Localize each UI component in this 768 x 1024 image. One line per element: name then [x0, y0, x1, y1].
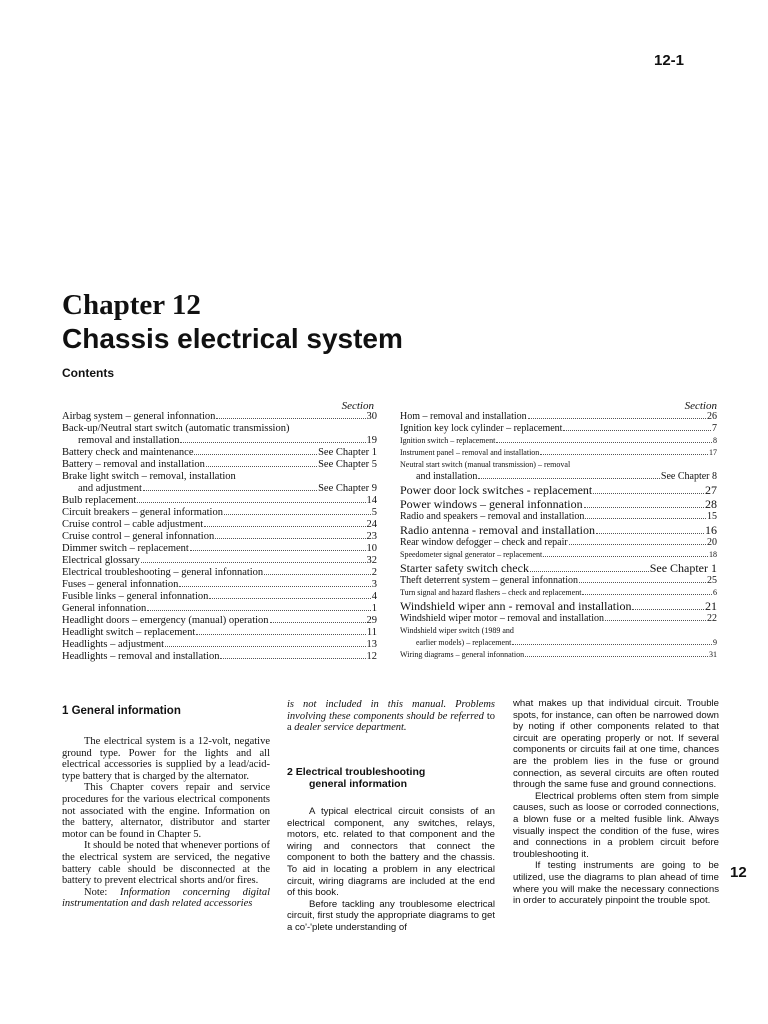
contents-entry-section: 17	[709, 448, 717, 457]
contents-entry	[62, 519, 377, 531]
dot-leader	[569, 544, 706, 545]
dot-leader	[596, 533, 704, 534]
contents-entry-label: Windshield wiper motor – removal and installation	[400, 613, 604, 624]
section-1-note	[62, 887, 270, 910]
contents-entry	[400, 447, 717, 459]
contents-entry-label: Cruise control – general infonnation	[62, 531, 215, 542]
contents-entry-label: Circuit breakers – general information	[62, 507, 223, 518]
contents-entry	[62, 435, 377, 447]
section-2-heading	[287, 766, 425, 790]
contents-entry-label: Rear window defogger – check and repair	[400, 537, 568, 548]
dot-leader	[137, 502, 365, 503]
contents-entry-section: 18	[709, 550, 717, 559]
section-2-body	[287, 806, 495, 934]
page-number: 12-1	[654, 52, 685, 69]
contents-entry-label: Dimmer switch – replacement	[62, 543, 189, 554]
contents-entry-label: Headlight switch – replacement	[62, 627, 196, 638]
note-label: Note:	[84, 886, 108, 898]
contents-entry-label: Cruise control – cable adjustment	[62, 519, 204, 530]
contents-entry	[400, 471, 717, 483]
contents-entry	[62, 531, 377, 543]
contents-entry	[400, 435, 717, 447]
contents-entry-section: 20	[707, 537, 717, 548]
contents-entry	[400, 625, 717, 637]
contents-entry	[62, 471, 377, 483]
section-2-paragraph-2: Before tackling any troublesome electrical circuit, first study the appropriate diagrams to get a co'-'plete understanding of	[287, 898, 495, 933]
chapter-number: Chapter 12	[62, 289, 201, 321]
dot-leader	[525, 656, 708, 657]
contents-entry	[400, 599, 717, 613]
contents-entry-section: 25	[707, 575, 717, 586]
contents-entry-label: Electrical troubleshooting – general infonnation	[62, 567, 264, 578]
section-2-paragraph-4: Electrical problems often stem from simple causes, such as loose or corroded connections, a blown fuse or a melted fusible link. Always visually inspect the condition of the fuse, wires and connections in a problem circuit before troubleshooting it.	[513, 790, 719, 860]
contents-entry-section: 21	[705, 599, 717, 613]
contents-entry-label: Brake light switch – removal, installation	[62, 471, 236, 482]
contents-entry-section: 22	[707, 613, 717, 624]
contents-entry-section: 32	[366, 555, 377, 566]
section-1-paragraph-1: The electrical system is a 12-volt, negative ground type. Power for the lights and all electrical accessories is supplied by a lead/acid-type battery that is charged by the alternator.	[62, 736, 270, 782]
dot-leader	[143, 490, 317, 491]
contents-entry-section: 5	[371, 507, 377, 518]
dot-leader	[215, 538, 365, 539]
note-text-cont: is not included in this manual. Problems involving these components should be referred	[287, 699, 495, 722]
contents-entry-label: Electrical glossary	[62, 555, 140, 566]
contents-entry	[400, 411, 717, 423]
contents-entry	[62, 555, 377, 567]
contents-entry-section: 8	[713, 436, 717, 445]
contents-entry-label: Bulb replacement	[62, 495, 137, 506]
contents-entry-section: 24	[366, 519, 377, 530]
note-end: dealer service department.	[294, 722, 407, 734]
contents-entry	[62, 459, 377, 471]
contents-entry	[62, 615, 377, 627]
section-1-paragraph-2: This Chapter covers repair and service procedures for the various electrical components not associated with the engine. Information on the battery, alternator, distributor and starter motor can be found in Chapter 5.	[62, 782, 270, 840]
section-label-right: Section	[684, 400, 717, 412]
contents-entry	[400, 523, 717, 537]
contents-entry-section: 3	[371, 579, 377, 590]
dot-leader	[579, 582, 706, 583]
contents-entry	[62, 627, 377, 639]
contents-entry-label: Starter safety switch check	[400, 561, 529, 575]
contents-entry	[400, 423, 717, 435]
contents-entry	[400, 511, 717, 523]
contents-entry-section: 13	[366, 639, 377, 650]
contents-entry	[400, 561, 717, 575]
contents-entry-section: 28	[705, 497, 717, 511]
dot-leader	[632, 609, 704, 610]
contents-entry-section: See Chapter 8	[660, 471, 717, 482]
contents-entry-section: 10	[366, 543, 377, 554]
contents-entry	[62, 567, 377, 579]
contents-entry-label: Headlights – adjustment	[62, 639, 165, 650]
chapter-side-tab: 12	[730, 864, 747, 881]
contents-entry-section: See Chapter 5	[318, 459, 377, 470]
contents-entry	[62, 447, 377, 459]
contents-entry-label: Turn signal and hazard flashers – check and replacement	[400, 588, 582, 597]
contents-entry-section: 29	[366, 615, 377, 626]
contents-entry-section: 11	[366, 627, 377, 638]
dot-leader	[585, 518, 706, 519]
contents-entry-label: Back-up/Neutral start switch (automatic transmission)	[62, 423, 290, 434]
contents-entry-section: 30	[366, 411, 377, 422]
contents-list-left	[62, 411, 377, 663]
contents-entry-label: Battery – removal and installation	[62, 459, 205, 470]
contents-entry-section: See Chapter 1	[649, 561, 717, 575]
dot-leader	[141, 562, 366, 563]
dot-leader	[209, 598, 370, 599]
contents-entry	[62, 423, 377, 435]
contents-entry	[400, 649, 717, 661]
contents-list-right	[400, 411, 717, 661]
dot-leader	[220, 658, 365, 659]
contents-entry-section: 26	[707, 411, 717, 422]
contents-entry-section: 2	[371, 567, 377, 578]
contents-entry-label: Power windows – general infonnation	[400, 497, 583, 511]
contents-entry-label: Hom – removal and installation	[400, 411, 527, 422]
contents-entry-section: 14	[366, 495, 377, 506]
contents-heading: Contents	[62, 366, 114, 380]
chapter-title: Chassis electrical system	[62, 323, 403, 354]
contents-entry-section: 7	[712, 423, 717, 434]
contents-entry-section: See Chapter 1	[318, 447, 377, 458]
dot-leader	[543, 556, 708, 557]
contents-entry	[62, 639, 377, 651]
contents-entry-section: 27	[705, 483, 717, 497]
contents-entry-section: 19	[366, 435, 377, 446]
contents-entry-label: removal and installation	[78, 435, 180, 446]
contents-entry	[400, 537, 717, 549]
dot-leader	[530, 571, 649, 572]
contents-entry-section: 12	[366, 651, 377, 662]
contents-entry	[62, 651, 377, 663]
contents-entry	[62, 507, 377, 519]
dot-leader	[194, 454, 317, 455]
dot-leader	[224, 514, 371, 515]
dot-leader	[264, 574, 371, 575]
contents-entry-label: Speedometer signal generator – replacement	[400, 550, 543, 559]
contents-entry-label: Airbag system – general infonnation	[62, 411, 216, 422]
dot-leader	[216, 418, 365, 419]
contents-entry-label: and adjustment	[78, 483, 142, 494]
contents-entry-section: 9	[713, 638, 717, 647]
dot-leader	[540, 454, 708, 455]
dot-leader	[190, 550, 366, 551]
dot-leader	[196, 634, 366, 635]
contents-entry-section: 31	[709, 650, 717, 659]
contents-entry-label: Headlights – removal and installation	[62, 651, 220, 662]
dot-leader	[180, 442, 365, 443]
contents-entry-section: 15	[707, 511, 717, 522]
contents-entry	[400, 459, 717, 471]
contents-entry	[400, 575, 717, 587]
section-2-heading-line-2: general information	[309, 778, 408, 790]
dot-leader	[147, 610, 370, 611]
dot-leader	[270, 622, 366, 623]
contents-entry	[400, 613, 717, 625]
contents-entry	[62, 603, 377, 615]
contents-entry-label: Theft deterrent system – general infonnation	[400, 575, 578, 586]
contents-entry-section: 16	[705, 523, 717, 537]
contents-entry-label: Headlight doors – emergency (manual) operation	[62, 615, 269, 626]
dot-leader	[528, 418, 706, 419]
note-text-start: Information concerning digital instrumentation and dash related accessories	[62, 886, 271, 910]
dot-leader	[478, 478, 660, 479]
dot-leader	[496, 442, 712, 443]
section-1-note-continued	[287, 699, 495, 734]
contents-entry-label: Neutral start switch (manual transmission) – removal	[400, 460, 571, 469]
contents-entry-label: Windshield wiper switch (1989 and	[400, 626, 514, 635]
contents-entry	[400, 497, 717, 511]
section-2-body-continued	[513, 698, 719, 907]
contents-entry	[400, 483, 717, 497]
contents-entry-section: 6	[713, 588, 717, 597]
section-2-paragraph-1: A typical electrical circuit consists of an electrical component, any switches, relays, motors, etc. related to that component and the wiring and connectors that connect the component to both the battery and the chassis. To aid in locating a problem in any electrical circuit, wiring diagrams are included at the end of this book.	[287, 806, 495, 899]
contents-entry-label: and installation	[416, 471, 478, 482]
contents-entry-label: Battery check and maintenance	[62, 447, 194, 458]
contents-entry	[62, 543, 377, 555]
section-1-heading: 1 General information	[62, 705, 181, 717]
contents-entry	[400, 549, 717, 561]
contents-entry	[62, 495, 377, 507]
contents-entry-section: See Chapter 9	[318, 483, 377, 494]
contents-entry	[400, 637, 717, 649]
dot-leader	[179, 586, 370, 587]
contents-entry	[400, 587, 717, 599]
contents-entry-label: earlier models) – replacement	[416, 638, 512, 647]
dot-leader	[165, 646, 365, 647]
dot-leader	[593, 493, 704, 494]
dot-leader	[206, 466, 317, 467]
contents-entry-section: 23	[366, 531, 377, 542]
dot-leader	[563, 430, 711, 431]
contents-entry-label: Fuses – general infonnation	[62, 579, 179, 590]
dot-leader	[582, 594, 712, 595]
contents-entry-label: Radio and speakers – removal and installation	[400, 511, 585, 522]
contents-entry-label: Wiring diagrams – general infonnation	[400, 650, 525, 659]
contents-entry-label: Ignition key lock cylinder – replacement	[400, 423, 563, 434]
dot-leader	[584, 507, 704, 508]
section-2-paragraph-3: what makes up that individual circuit. Trouble spots, for instance, can often be narrowed down by noting if other components related to that circuit are operating properly or not. If several components or circuits fail at one time, chances are the problem lies in the fuse or ground connection, as several circuits are often routed through the same fuse and ground connections.	[513, 698, 719, 791]
contents-entry	[62, 591, 377, 603]
dot-leader	[204, 526, 365, 527]
contents-entry-label: Fusible links – general infonnation	[62, 591, 209, 602]
contents-entry	[62, 411, 377, 423]
contents-entry-label: Ignition switch – replacement	[400, 436, 496, 445]
contents-entry-section: 4	[371, 591, 377, 602]
dot-leader	[605, 620, 706, 621]
contents-entry-label: Radio antenna - removal and installation	[400, 523, 595, 537]
section-1-body	[62, 736, 270, 910]
contents-entry-label: Instrument panel – removal and installation	[400, 448, 540, 457]
dot-leader	[512, 644, 712, 645]
contents-entry	[62, 483, 377, 495]
section-2-heading-line-1: 2 Electrical troubleshooting	[287, 766, 426, 778]
contents-entry-label: Power door lock switches - replacement	[400, 483, 593, 497]
contents-entry-label: General infonnation	[62, 603, 147, 614]
section-2-paragraph-5: If testing instruments are going to be utilized, use the diagrams to plan ahead of time where you will make the necessary connections in order to accurately pinpoint the trouble spot.	[513, 860, 719, 907]
section-label-left: Section	[341, 400, 374, 412]
contents-entry-label: Windshield wiper ann - removal and installation	[400, 599, 632, 613]
section-1-paragraph-3: It should be noted that whenever portions of the electrical system are serviced, the negative battery cable should be disconnected at the battery to prevent electrical shorts and/or fires.	[62, 840, 270, 887]
note-to: to a	[287, 710, 495, 734]
contents-entry	[62, 579, 377, 591]
contents-entry-section: 1	[371, 603, 377, 614]
